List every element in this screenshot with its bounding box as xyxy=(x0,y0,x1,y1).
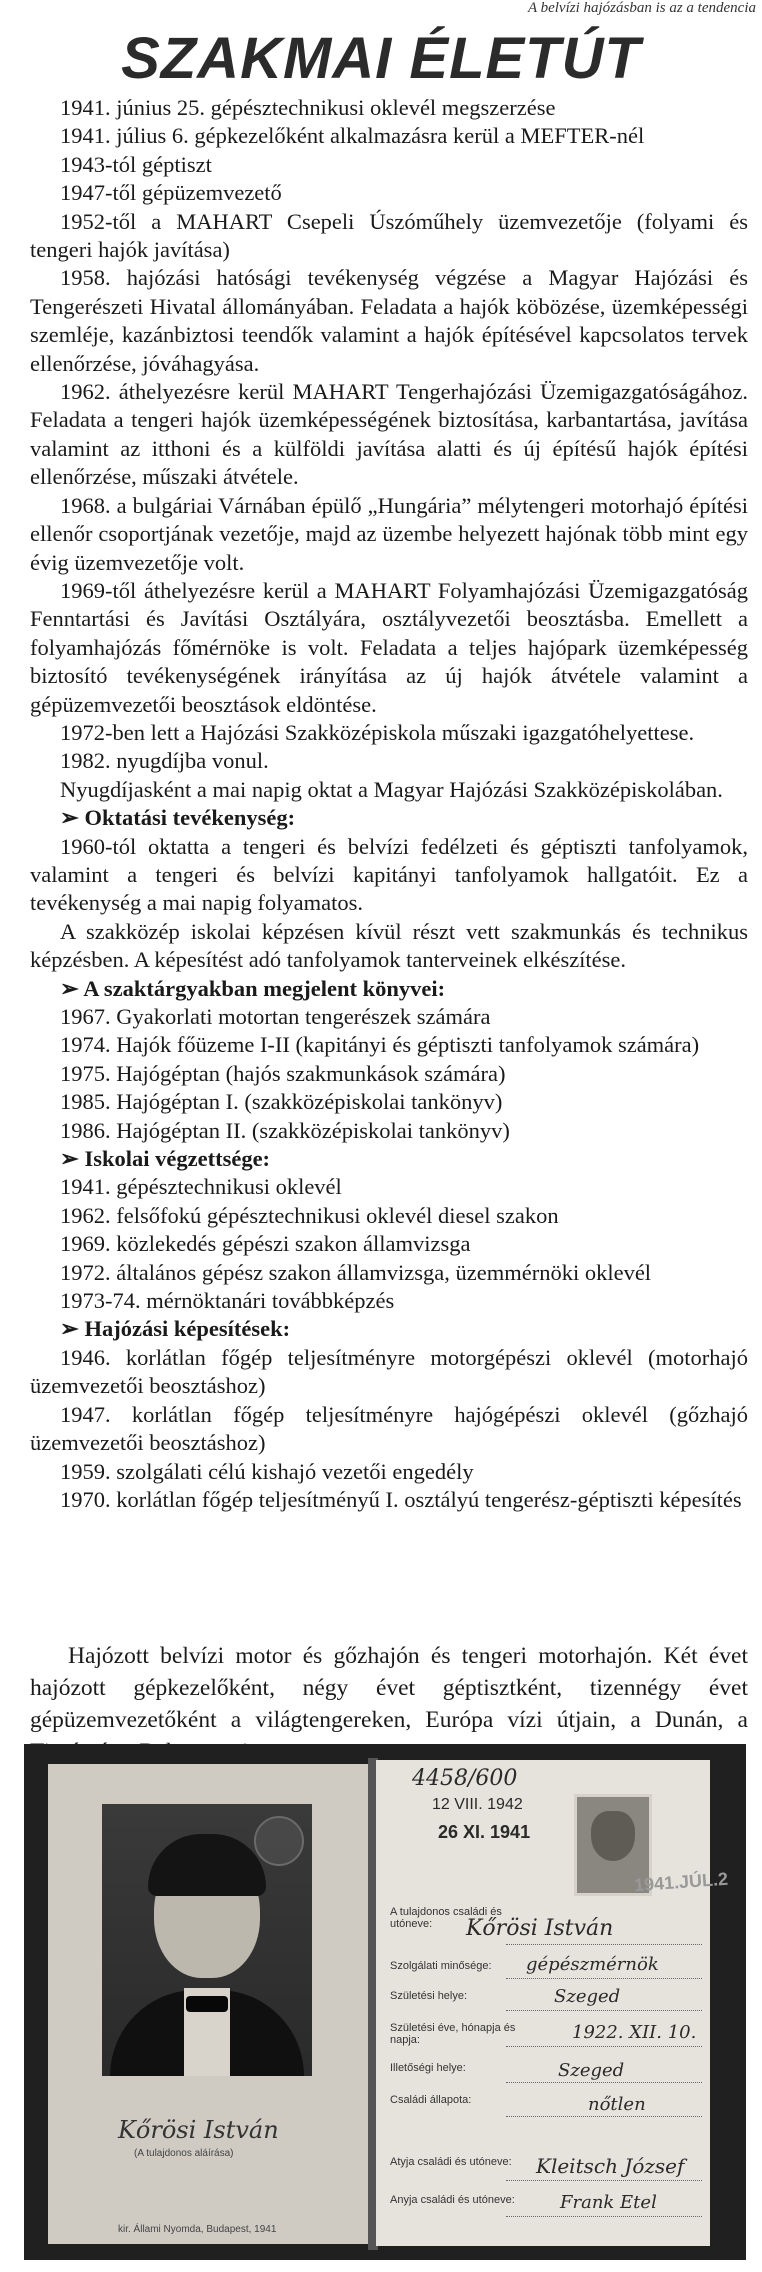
career-entry: 1947-től gépüzemvezető xyxy=(60,180,282,206)
section-heading-books xyxy=(30,975,748,1003)
arrow-bullet-icon: ➢ xyxy=(60,975,79,1001)
form-label: Anyja családi és utóneve: xyxy=(390,2194,515,2206)
book-item: 1974. Hajók főüzeme I-II (kapitányi és géptiszti tanfolyamok számára) xyxy=(60,1032,700,1058)
book-item: 1975. Hajógéptan (hajós szakmunkások számára) xyxy=(60,1060,506,1086)
form-value-birthplace: Szeged xyxy=(554,1986,621,2007)
document-right-page xyxy=(376,1760,729,2246)
teaching-paragraph: 1960-tól oktatta a tengeri és belvízi fedélzeti és géptiszti tanfolyamok, valamint a tengeri és belvízi kapitányi tanfolyamok hallgatóit. Ez a tevékenység a mai napig folyamatos. xyxy=(30,833,748,916)
date-stamp: 12 VIII. 1942 xyxy=(432,1796,523,1813)
career-entry: 1941. június 25. gépésztechnikusi oklevél megszerzése xyxy=(60,95,556,120)
arrow-bullet-icon: ➢ xyxy=(60,1146,79,1172)
education-item: 1972. általános gépész szakon államvizsga, üzemmérnöki oklevél xyxy=(60,1259,652,1285)
career-entry: 1962. áthelyezésre kerül MAHART Tengerhajózási Üzemigazgatóságához. Feladata a tengeri hajók üzemképességének biztosítása, karbantartása, javítása valamint az itthoni és a külföldi javítása alatti és új építésű hajók építési ellenőrzése, műszaki átvétele. xyxy=(30,379,748,490)
page-title: SZAKMAI ÉLETÚT xyxy=(121,26,641,91)
book-item: 1985. Hajógéptan I. (szakközépiskolai tankönyv) xyxy=(60,1089,503,1115)
arrow-bullet-icon: ➢ xyxy=(60,1316,79,1342)
seaman-book-photo xyxy=(24,1744,746,2260)
form-value-marital: nőtlen xyxy=(588,2094,646,2115)
form-label: Családi állapota: xyxy=(390,2094,472,2106)
education-item: 1969. közlekedés gépészi szakon államvizsga xyxy=(60,1231,471,1257)
form-value-birthdate: 1922. XII. 10. xyxy=(572,2022,697,2043)
form-value-occupation: gépészmérnök xyxy=(526,1954,659,1975)
qualification-item: 1947. korlátlan főgép teljesítményre hajógépészi oklevél (gőzhajó üzemvezetői beosztáshoz) xyxy=(30,1401,748,1456)
book-item: 1986. Hajógéptan II. (szakközépiskolai tankönyv) xyxy=(60,1117,510,1143)
career-entry: 1982. nyugdíjba vonul. xyxy=(60,748,269,774)
section-heading-teaching xyxy=(30,804,748,832)
education-item: 1941. gépésztechnikusi oklevél xyxy=(60,1174,342,1200)
section-heading-label: Oktatási tevékenység: xyxy=(84,805,296,831)
career-entry: 1968. a bulgáriai Várnában épülő „Hungária” mélytengeri motorhajó építési ellenőr csoportjának vezetője, majd az üzembe helyezett hajónak több mint egy évig üzemvezetője volt. xyxy=(30,492,748,575)
form-label: Születési helye: xyxy=(390,1990,468,2002)
round-stamp-icon xyxy=(254,1816,304,1866)
qualification-item: 1970. korlátlan főgép teljesítményű I. osztályú tengerész-géptiszti képesítés xyxy=(60,1486,742,1512)
date-stamp: 26 XI. 1941 xyxy=(438,1822,531,1842)
career-entry: 1972-ben lett a Hajózási Szakközépiskola műszaki igazgatóhelyettese. xyxy=(60,719,695,745)
career-entry: 1958. hajózási hatósági tevékenység végzése a Magyar Hajózási és Tengerészeti Hivatal állományában. Feladata a hajók köbözése, üzemképességi szemléje, kazánbiztosi teendők valamint a hajók építésével kapcsolatos tervek ellenőrzése, jóváhagyása. xyxy=(30,265,748,376)
form-label: Illetőségi helye: xyxy=(390,2062,466,2074)
career-entry: Nyugdíjasként a mai napig oktat a Magyar Hajózási Szakközépiskolában. xyxy=(60,776,723,802)
form-label: A tulajdonos családi és utóneve: xyxy=(390,1906,502,1930)
running-head: A belvízi hajózásban is az a tendencia xyxy=(527,0,756,16)
career-entry: 1969-től áthelyezésre kerül a MAHART Folyamhajózási Üzemigazgatóság Fenntartási és Javítási Osztályára, osztályvezetői beosztásba. Emellett a folyamhajózás főmérnöke is volt. Feladata a teljes hajópark üzemképesség biztosító tevékenységének irányítása az új hajók átvétele valamint a gépüzemvezetői beosztások eldöntése. xyxy=(30,577,748,717)
teaching-paragraph: A szakközép iskolai képzésen kívül részt vett szakmunkás és technikus képzésben. A képesítést adó tanfolyamok tanterveinek elkészítése. xyxy=(30,918,748,973)
article-body xyxy=(30,94,748,1514)
arrow-bullet-icon: ➢ xyxy=(60,805,79,831)
qualification-item: 1946. korlátlan főgép teljesítményre motorgépészi oklevél (motorhajó üzemvezetői beosztáshoz) xyxy=(30,1344,748,1399)
section-heading-label: A szaktárgyakban megjelent könyvei: xyxy=(83,975,446,1001)
section-heading-education xyxy=(30,1145,748,1173)
section-heading-label: Iskolai végzettsége: xyxy=(84,1146,271,1172)
document-left-page xyxy=(48,1764,370,2244)
owner-signature: Kőrösi István xyxy=(118,2116,279,2144)
form-value-father: Kleitsch József xyxy=(536,2154,685,2178)
form-label: Atyja családi és utóneve: xyxy=(390,2156,512,2168)
career-entry: 1941. július 6. gépkezelőként alkalmazásra kerül a MEFTER-nél xyxy=(60,123,645,149)
form-value-name: Kőrösi István xyxy=(466,1916,614,1941)
section-heading-label: Hajózási képesítések: xyxy=(84,1316,291,1342)
qualification-item: 1959. szolgálati célú kishajó vezetői engedély xyxy=(60,1458,474,1484)
bowtie-icon xyxy=(186,1996,228,2012)
book-item: 1967. Gyakorlati motortan tengerészek számára xyxy=(60,1004,491,1029)
form-value-mother: Frank Etel xyxy=(560,2192,657,2213)
education-item: 1973-74. mérnöktanári továbbképzés xyxy=(60,1288,395,1314)
career-entry: 1952-től a MAHART Csepeli Úszóműhely üzemvezetője (folyami és tengeri hajók javítása) xyxy=(30,208,748,263)
career-entry: 1943-tól géptiszt xyxy=(60,151,212,177)
document-number: 4458/600 xyxy=(412,1766,518,1791)
closing-text: Hajózott belvízi motor és gőzhajón és tengeri motorhajón. Két évet hajózott gépkezelőként, négy évet géptisztként, tizennégy évet gépüzemvezetőként a világtengereken, Európa vízi útjain, a Dunán, a xyxy=(30,1643,748,1733)
education-item: 1962. felsőfokú gépésztechnikusi oklevél diesel szakon xyxy=(60,1202,559,1228)
signature-caption: (A tulajdonos aláírása) xyxy=(134,2148,234,2159)
overstamp: 1941.JÚL.2 xyxy=(633,1868,729,1896)
form-label: Születési éve, hónapja és napja: xyxy=(390,2022,516,2046)
printer-note: kir. Állami Nyomda, Budapest, 1941 xyxy=(118,2224,277,2235)
form-value-residence: Szeged xyxy=(558,2060,625,2081)
section-heading-qualifications xyxy=(30,1315,748,1343)
form-label: Szolgálati minősége: xyxy=(390,1960,492,1972)
